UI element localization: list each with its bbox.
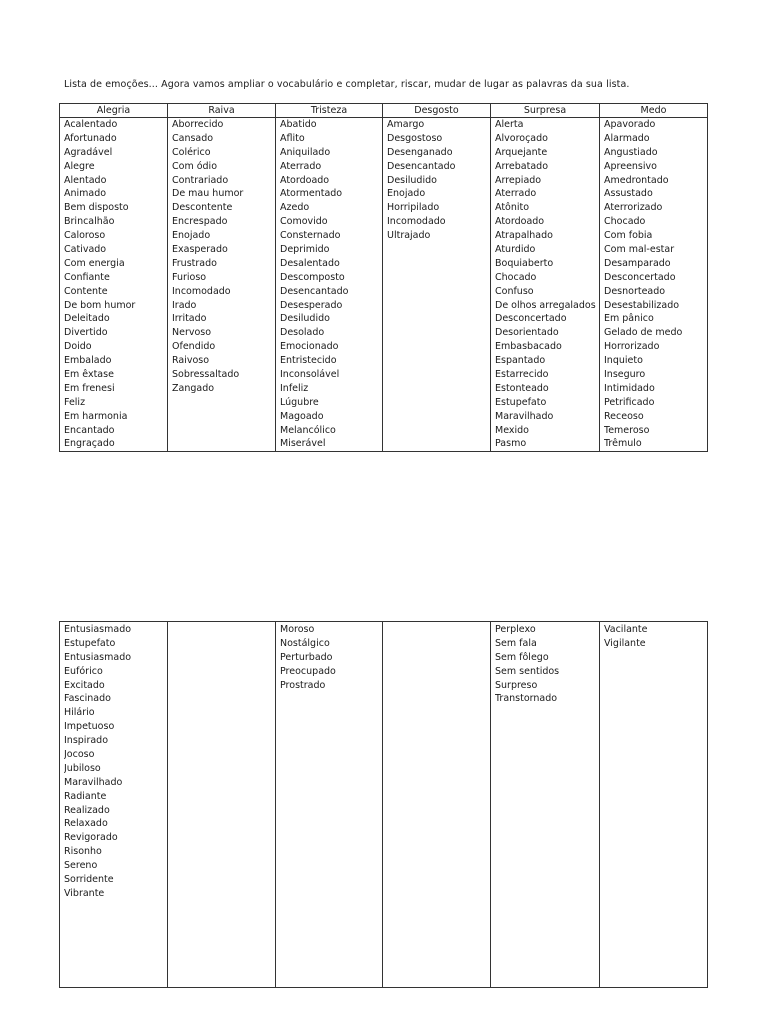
- word-item: Deprimido: [280, 244, 330, 256]
- column-raiva: [168, 118, 276, 452]
- word-item: Vacilante: [604, 624, 648, 635]
- word-item: Amedrontado: [604, 174, 669, 186]
- word-item: Arrebatado: [495, 160, 549, 172]
- word-item: Confiante: [64, 271, 110, 283]
- word-item: De mau humor: [172, 188, 244, 200]
- word-item: Com fobia: [604, 230, 653, 242]
- word-item: Pasmo: [495, 438, 527, 450]
- word-item: Gelado de medo: [604, 327, 683, 339]
- word-item: Inspirado: [64, 735, 109, 747]
- word-item: Cativado: [64, 244, 107, 256]
- word-item: Sem sentidos: [495, 665, 560, 677]
- word-item: Risonho: [64, 846, 102, 858]
- word-list-desgosto: [383, 118, 490, 243]
- word-item: Embalado: [64, 355, 112, 367]
- word-item: Sobressaltado: [172, 369, 240, 381]
- continuation-column-desgosto: [383, 622, 491, 988]
- word-item: Aflito: [280, 132, 305, 144]
- word-item: Aterrado: [280, 160, 322, 172]
- word-item: Desorientado: [495, 327, 559, 339]
- word-item: Desencantado: [387, 160, 456, 172]
- header-medo: Medo: [600, 104, 708, 118]
- word-item: Boquiaberto: [495, 257, 554, 269]
- word-item: Intimidado: [604, 382, 655, 394]
- word-item: Desesperado: [280, 299, 343, 311]
- word-item: Vigilante: [604, 637, 646, 649]
- word-item: Espantado: [495, 355, 546, 367]
- word-item: Descontente: [172, 202, 233, 214]
- word-item: Encrespado: [172, 216, 228, 228]
- word-item: Azedo: [280, 202, 310, 214]
- word-list-raiva: [168, 118, 275, 396]
- word-item: Raivoso: [172, 355, 210, 367]
- word-item: Desamparado: [604, 257, 671, 269]
- word-item: Desgostoso: [387, 132, 443, 144]
- word-item: Vibrante: [64, 887, 105, 899]
- word-item: Ultrajado: [387, 230, 431, 242]
- header-alegria: Alegria: [60, 104, 168, 118]
- word-item: Transtornado: [495, 693, 558, 705]
- word-list-medo-cont: [600, 622, 707, 651]
- word-item: Contrariado: [172, 174, 229, 186]
- word-item: Exasperado: [172, 244, 228, 256]
- word-item: Aborrecido: [172, 119, 224, 130]
- continuation-column-raiva: [168, 622, 276, 988]
- word-list-desgosto-cont: [383, 622, 490, 623]
- word-item: Jubiloso: [64, 762, 101, 774]
- word-item: Entusiasmado: [64, 624, 132, 635]
- column-alegria: [60, 118, 168, 452]
- word-item: Magoado: [280, 410, 324, 422]
- word-list-surpresa: [491, 118, 599, 451]
- word-item: Irado: [172, 299, 197, 311]
- word-item: Aniquilado: [280, 146, 331, 158]
- word-item: Atormentado: [280, 188, 343, 200]
- header-desgosto: Desgosto: [383, 104, 491, 118]
- word-item: Eufórico: [64, 665, 103, 677]
- word-item: Engraçado: [64, 438, 115, 450]
- continuation-column-surpresa: [491, 622, 600, 988]
- word-item: Desolado: [280, 327, 325, 339]
- word-item: Desalentado: [280, 257, 340, 269]
- word-item: Animado: [64, 188, 107, 200]
- word-item: Desestabilizado: [604, 299, 680, 311]
- header-tristeza: Tristeza: [276, 104, 383, 118]
- word-item: Infeliz: [280, 382, 309, 394]
- word-item: Amargo: [387, 119, 425, 130]
- header-surpresa: Surpresa: [491, 104, 600, 118]
- words-row: [60, 118, 708, 452]
- continuation-row: [60, 622, 708, 988]
- word-list-tristeza: [276, 118, 382, 451]
- word-item: Alentado: [64, 174, 107, 186]
- word-item: Atordoado: [495, 216, 545, 228]
- word-item: Desiludido: [280, 313, 330, 325]
- word-item: Atônito: [495, 202, 530, 214]
- word-item: Angustiado: [604, 146, 658, 158]
- word-item: Contente: [64, 285, 108, 297]
- word-list-surpresa-cont: [491, 622, 599, 706]
- word-item: Desenganado: [387, 146, 453, 158]
- word-list-raiva-cont: [168, 622, 275, 623]
- word-item: Caloroso: [64, 230, 106, 242]
- word-item: Atordoado: [280, 174, 330, 186]
- word-item: Jocoso: [64, 749, 95, 761]
- word-item: Estupefato: [64, 637, 116, 649]
- word-item: Agradável: [64, 146, 113, 158]
- word-item: Comovido: [280, 216, 328, 228]
- word-item: Excitado: [64, 679, 105, 691]
- word-item: Irritado: [172, 313, 207, 325]
- intro-text: Lista de emoções... Agora vamos ampliar o vocabulário e completar, riscar, mudar de lugar as palavras da sua lista.: [64, 79, 630, 90]
- word-item: Abatido: [280, 119, 317, 130]
- word-item: Receoso: [604, 410, 644, 422]
- word-item: Desconcertado: [495, 313, 567, 325]
- word-item: Atrapalhado: [495, 230, 553, 242]
- word-item: Bem disposto: [64, 202, 129, 214]
- word-item: Chocado: [604, 216, 646, 228]
- word-item: Inconsolável: [280, 369, 340, 381]
- word-item: Relaxado: [64, 818, 108, 830]
- word-item: Alerta: [495, 119, 524, 130]
- word-item: De bom humor: [64, 299, 136, 311]
- word-item: Trêmulo: [604, 438, 642, 450]
- word-item: Furioso: [172, 271, 207, 283]
- word-item: Descomposto: [280, 271, 345, 283]
- word-item: Consternado: [280, 230, 341, 242]
- word-item: Enojado: [172, 230, 211, 242]
- word-item: Revigorado: [64, 832, 118, 844]
- header-row: [60, 104, 708, 118]
- word-item: Estupefato: [495, 396, 547, 408]
- word-item: Nostálgico: [280, 637, 330, 649]
- word-item: Hilário: [64, 707, 95, 719]
- word-item: Apreensivo: [604, 160, 657, 172]
- column-medo: [600, 118, 708, 452]
- word-item: Perplexo: [495, 624, 536, 635]
- word-item: Mexido: [495, 424, 529, 436]
- word-item: Lúgubre: [280, 396, 319, 408]
- word-item: Com energia: [64, 257, 125, 269]
- word-item: Encantado: [64, 424, 115, 436]
- word-item: Sorridente: [64, 874, 114, 886]
- word-item: Emocionado: [280, 341, 339, 353]
- word-item: Frustrado: [172, 257, 217, 269]
- word-item: Zangado: [172, 382, 215, 394]
- word-item: Entusiasmado: [64, 651, 132, 663]
- word-item: Arrepiado: [495, 174, 542, 186]
- word-item: Ofendido: [172, 341, 216, 353]
- word-item: Inseguro: [604, 369, 646, 381]
- word-item: Com mal-estar: [604, 244, 675, 256]
- word-item: Estonteado: [495, 382, 549, 394]
- column-surpresa: [491, 118, 600, 452]
- word-item: Impetuoso: [64, 721, 115, 733]
- word-item: Radiante: [64, 790, 107, 802]
- continuation-column-medo: [600, 622, 708, 988]
- emotions-table: [59, 103, 708, 452]
- word-item: Sem fala: [495, 637, 537, 649]
- word-item: Divertido: [64, 327, 108, 339]
- column-tristeza: [276, 118, 383, 452]
- column-desgosto: [383, 118, 491, 452]
- word-item: Em êxtase: [64, 369, 114, 381]
- word-item: Embasbacado: [495, 341, 562, 353]
- word-item: Alarmado: [604, 132, 650, 144]
- word-item: Prostrado: [280, 679, 326, 691]
- word-item: Alegre: [64, 160, 95, 172]
- word-item: Maravilhado: [64, 776, 123, 788]
- word-item: Confuso: [495, 285, 534, 297]
- word-item: Temeroso: [604, 424, 650, 436]
- word-item: Afortunado: [64, 132, 117, 144]
- word-item: Fascinado: [64, 693, 111, 705]
- word-item: Em harmonia: [64, 410, 128, 422]
- word-item: Em frenesi: [64, 382, 115, 394]
- word-item: Sem fôlego: [495, 651, 549, 663]
- word-item: Perturbado: [280, 651, 333, 663]
- word-item: Entristecido: [280, 355, 337, 367]
- word-item: Maravilhado: [495, 410, 554, 422]
- word-item: Moroso: [280, 624, 315, 635]
- word-item: Em pânico: [604, 313, 654, 325]
- continuation-table: [59, 621, 708, 988]
- word-item: De olhos arregalados: [495, 299, 596, 311]
- word-list-tristeza-cont: [276, 622, 382, 692]
- word-item: Apavorado: [604, 119, 656, 130]
- word-item: Chocado: [495, 271, 537, 283]
- word-item: Incomodado: [387, 216, 446, 228]
- word-item: Feliz: [64, 396, 86, 408]
- word-item: Desiludido: [387, 174, 437, 186]
- word-item: Petrificado: [604, 396, 655, 408]
- word-item: Preocupado: [280, 665, 336, 677]
- word-item: Sereno: [64, 860, 98, 872]
- word-item: Deleitado: [64, 313, 110, 325]
- word-item: Inquieto: [604, 355, 643, 367]
- word-item: Doido: [64, 341, 92, 353]
- word-item: Com ódio: [172, 160, 218, 172]
- continuation-column-alegria: [60, 622, 168, 988]
- word-item: Colérico: [172, 146, 211, 158]
- word-item: Assustado: [604, 188, 653, 200]
- word-item: Melancólico: [280, 424, 336, 436]
- word-item: Desnorteado: [604, 285, 666, 297]
- word-item: Nervoso: [172, 327, 212, 339]
- word-item: Miserável: [280, 438, 326, 450]
- word-item: Surpreso: [495, 679, 538, 691]
- word-item: Incomodado: [172, 285, 231, 297]
- word-item: Horrorizado: [604, 341, 660, 353]
- word-item: Enojado: [387, 188, 426, 200]
- word-item: Cansado: [172, 132, 214, 144]
- word-item: Estarrecido: [495, 369, 549, 381]
- word-item: Realizado: [64, 804, 110, 816]
- word-item: Desencantado: [280, 285, 349, 297]
- word-item: Aterrorizado: [604, 202, 663, 214]
- word-item: Alvoroçado: [495, 132, 548, 144]
- word-item: Brincalhão: [64, 216, 115, 228]
- header-raiva: Raiva: [168, 104, 276, 118]
- word-item: Desconcertado: [604, 271, 676, 283]
- word-item: Acalentado: [64, 119, 118, 130]
- continuation-column-tristeza: [276, 622, 383, 988]
- word-list-medo: [600, 118, 707, 451]
- word-item: Horripilado: [387, 202, 440, 214]
- word-list-alegria: [60, 118, 167, 451]
- word-list-alegria-cont: [60, 622, 167, 901]
- word-item: Aturdido: [495, 244, 536, 256]
- word-item: Arquejante: [495, 146, 548, 158]
- word-item: Aterrado: [495, 188, 537, 200]
